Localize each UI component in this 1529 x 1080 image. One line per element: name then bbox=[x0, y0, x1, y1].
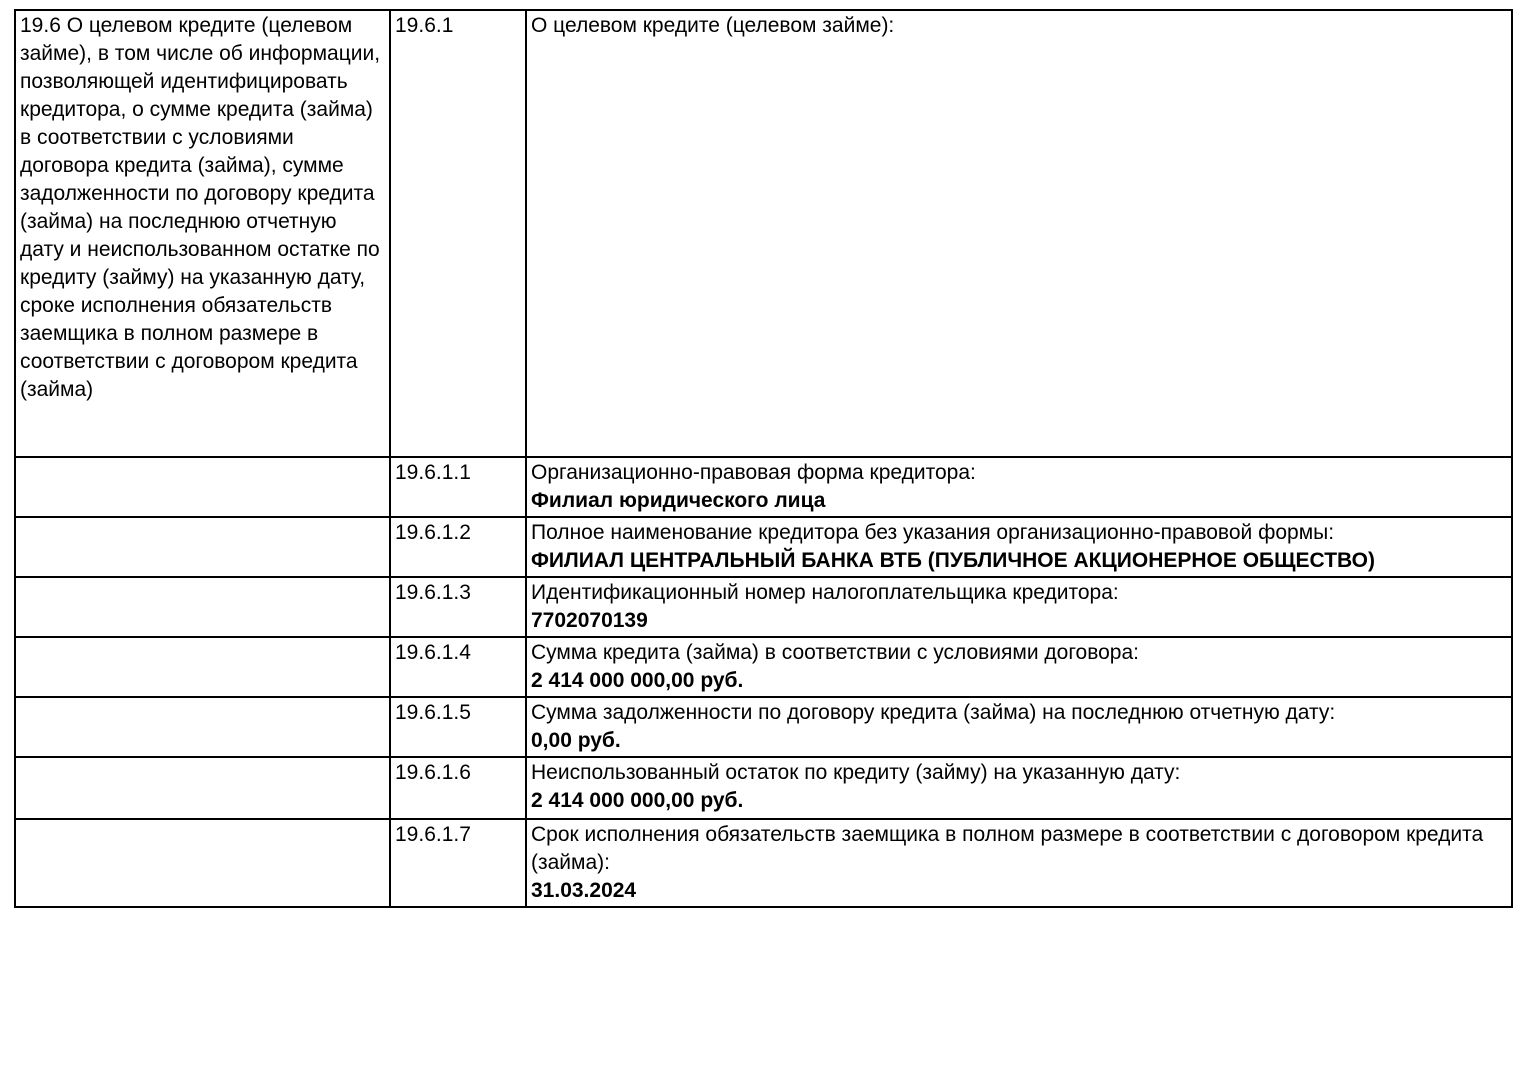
row-number: 19.6.1.6 bbox=[390, 757, 526, 819]
field-cell bbox=[526, 697, 1512, 757]
field-value: 2 414 000 000,00 руб. bbox=[531, 669, 744, 692]
empty-cell bbox=[15, 637, 390, 697]
field-label: Срок исполнения обязательств заемщика в полном размере в соответствии с договором кредита (займа): bbox=[531, 823, 1484, 874]
empty-cell bbox=[15, 517, 390, 577]
table-row bbox=[15, 517, 1512, 577]
field-cell bbox=[526, 757, 1512, 819]
field-value: ФИЛИАЛ ЦЕНТРАЛЬНЫЙ БАНКА ВТБ (ПУБЛИЧНОЕ АКЦИОНЕРНОЕ ОБЩЕСТВО) bbox=[531, 549, 1375, 572]
row-number: 19.6.1.2 bbox=[390, 517, 526, 577]
field-cell bbox=[526, 517, 1512, 577]
table-row bbox=[15, 757, 1512, 819]
empty-cell bbox=[15, 457, 390, 517]
field-cell bbox=[526, 577, 1512, 637]
field-label: Сумма задолженности по договору кредита (займа) на последнюю отчетную дату: bbox=[531, 701, 1336, 724]
field-cell bbox=[526, 819, 1512, 907]
field-label: О целевом кредите (целевом займе): bbox=[526, 10, 1512, 457]
row-number: 19.6.1.1 bbox=[390, 457, 526, 517]
table-row bbox=[15, 10, 1512, 457]
empty-cell bbox=[15, 757, 390, 819]
table-row bbox=[15, 819, 1512, 907]
table-row bbox=[15, 457, 1512, 517]
credit-info-table bbox=[14, 9, 1513, 908]
field-label: Идентификационный номер налогоплательщика кредитора: bbox=[531, 581, 1119, 604]
field-value: Филиал юридического лица bbox=[531, 489, 826, 512]
table-row bbox=[15, 697, 1512, 757]
empty-cell bbox=[15, 819, 390, 907]
field-cell bbox=[526, 637, 1512, 697]
field-label: Сумма кредита (займа) в соответствии с условиями договора: bbox=[531, 641, 1139, 664]
field-label: Полное наименование кредитора без указания организационно-правовой формы: bbox=[531, 521, 1335, 544]
row-number: 19.6.1 bbox=[390, 10, 526, 457]
row-number: 19.6.1.3 bbox=[390, 577, 526, 637]
field-value: 7702070139 bbox=[531, 609, 648, 632]
table-row bbox=[15, 577, 1512, 637]
field-value: 31.03.2024 bbox=[531, 879, 637, 902]
field-value: 0,00 руб. bbox=[531, 729, 621, 752]
empty-cell bbox=[15, 577, 390, 637]
row-number: 19.6.1.5 bbox=[390, 697, 526, 757]
field-label: Неиспользованный остаток по кредиту (займу) на указанную дату: bbox=[531, 761, 1181, 784]
empty-cell bbox=[15, 697, 390, 757]
table-row bbox=[15, 637, 1512, 697]
section-description: 19.6 О целевом кредите (целевом займе), в том числе об информации, позволяющей идентифицировать кредитора, о сумме кредита (займа) в соответствии с условиями договора кредита (займа), сумме задолженности по договору кредита (займа) на последнюю отчетную дату и неиспользованном остатке по кредиту (займу) на указанную дату, сроке исполнения обязательств заемщика в полном размере в соответствии с договором кредита (займа) bbox=[15, 10, 390, 457]
field-cell bbox=[526, 457, 1512, 517]
row-number: 19.6.1.7 bbox=[390, 819, 526, 907]
row-number: 19.6.1.4 bbox=[390, 637, 526, 697]
field-value: 2 414 000 000,00 руб. bbox=[531, 789, 744, 812]
field-label: Организационно-правовая форма кредитора: bbox=[531, 461, 976, 484]
